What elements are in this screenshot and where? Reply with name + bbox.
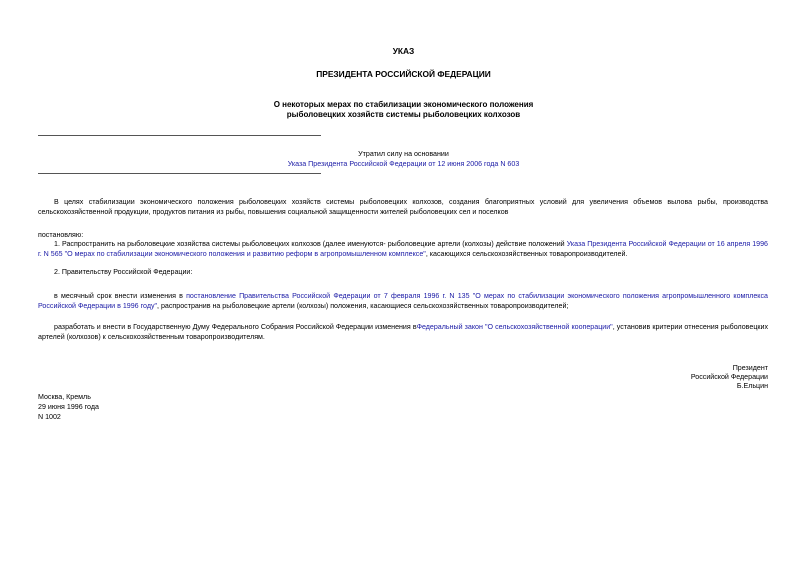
- repeal-text: Утратил силу на основании: [358, 150, 449, 158]
- signature-title: Президент: [732, 364, 768, 372]
- subitem-2-text-before: разработать и внести в Государственную Думу Федерального Собрания Российской Федерации изменения в: [54, 323, 417, 331]
- item-1-text-before: 1. Распространить на рыболовецкие хозяйства системы рыболовецких колхозов (далее именуются- рыболовецкие артели (колхозы) действие положений: [54, 240, 567, 248]
- document-title: УКАЗ: [392, 46, 415, 56]
- divider-bottom: [38, 173, 321, 174]
- signature-country: Российской Федерации: [690, 373, 768, 381]
- document-issuer: ПРЕЗИДЕНТА РОССИЙСКОЙ ФЕДЕРАЦИИ: [316, 69, 491, 79]
- item-2-subitem-2: [38, 323, 768, 342]
- item-1-text-after: , касающихся сельскохозяйственных товаропроизводителей.: [425, 249, 628, 258]
- repeal-link[interactable]: Указа Президента Российской Федерации от 12 июня 2006 года N 603: [287, 159, 520, 168]
- item-2-subitem-1: [38, 292, 768, 311]
- signing-date: 29 июня 1996 года: [38, 403, 99, 411]
- item-1-link[interactable]: Указа Президента Российской Федерации от 16 апреля 1996 г. N 565 "О мерах по стабилизации экономического положения и развитию реформ в агропромышленном комплексе": [38, 240, 768, 258]
- subitem-1-link[interactable]: постановление Правительства Российской Федерации от 7 февраля 1996 г. N 135 "О мерах по стабилизации экономического положения агропромышленного комплекса Российской Федерации в 1996 году": [38, 292, 768, 310]
- divider-top: [38, 135, 321, 136]
- signing-place: Москва, Кремль: [38, 393, 91, 401]
- item-2-paragraph: [38, 268, 768, 278]
- item-2-text: 2. Правительству Российской Федерации:: [54, 268, 193, 276]
- intro-text: В целях стабилизации экономического положения рыболовецких хозяйств системы рыболовецких колхозов, создания благоприятных условий для увеличения объемов вылова рыбы, производства сельскохозяйственной продукции, продуктов питания из рыбы, повышения социальной защищенности жителей рыболовецких сел и поселков: [38, 198, 768, 216]
- item-1-paragraph: [38, 240, 768, 259]
- subtitle-line-2: рыболовецких хозяйств системы рыболовецких колхозов: [286, 110, 521, 120]
- subtitle-line-1: О некоторых мерах по стабилизации экономического положения: [273, 100, 534, 109]
- document-number: N 1002: [38, 413, 61, 421]
- intro-paragraph: [38, 198, 768, 217]
- subitem-1-text-after: , распространив на рыболовецкие артели (колхозы) положения, касающиеся сельскохозяйственных товаропроизводителей;: [157, 301, 569, 310]
- subitem-2-text-after: , установив критерии отнесения рыболовецких артелей (колхозов) к сельскохозяйственным товаропроизводителям.: [38, 323, 768, 341]
- signature-name: Б.Ельцин: [736, 382, 768, 390]
- subitem-1-text-before: в месячный срок внести изменения в: [54, 292, 187, 300]
- document-subtitle: [0, 100, 807, 121]
- decreed-paragraph: постановляю:: [38, 231, 84, 239]
- repeal-notice: [0, 150, 807, 169]
- subitem-2-link[interactable]: Федеральный закон "О сельскохозяйственной кооперации": [416, 323, 613, 331]
